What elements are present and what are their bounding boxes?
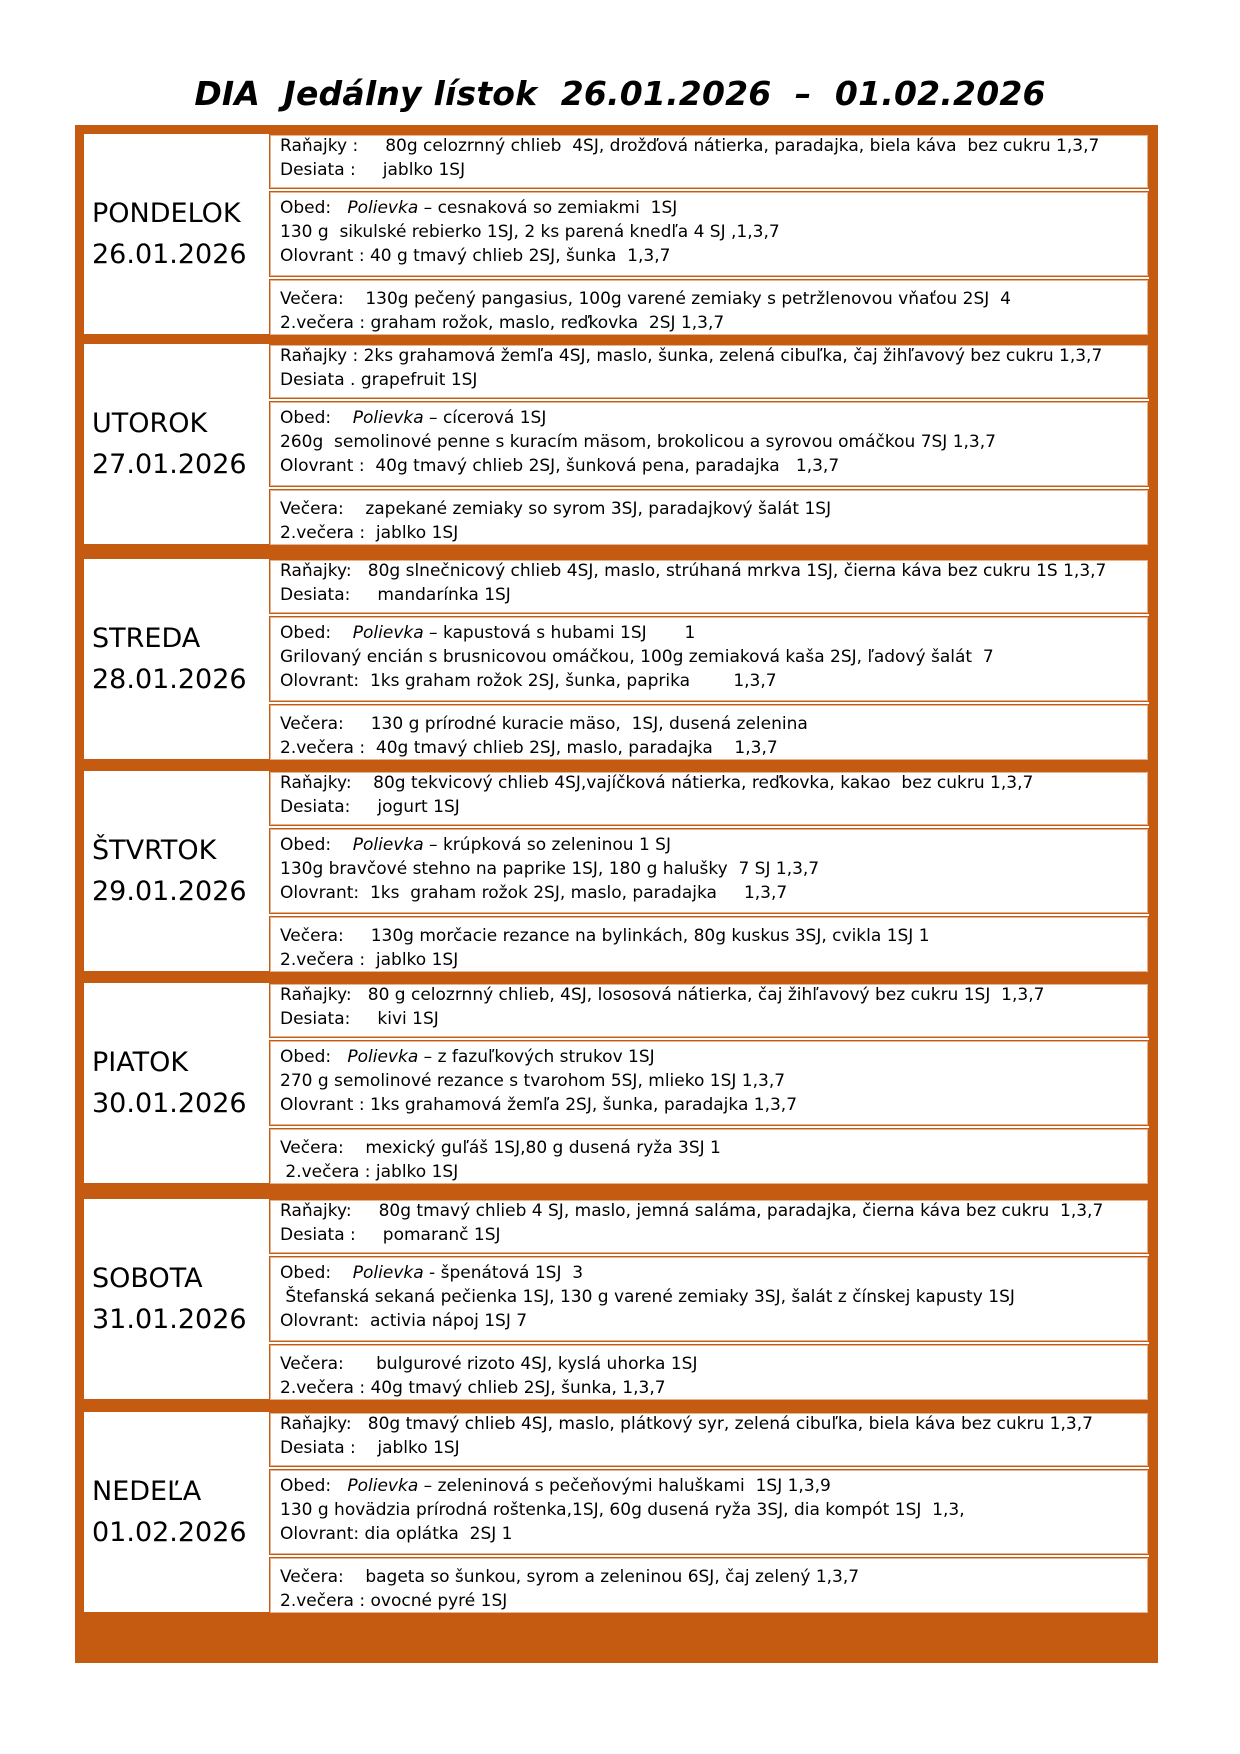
lunch-soup-line — [280, 408, 546, 428]
lunch-prefix: Obed: — [280, 1047, 348, 1067]
morning-snack-line: Desiata : pomaranč 1SJ — [280, 1225, 501, 1245]
snack-line: Olovrant: 1ks graham rožok 2SJ, maslo, paradajka 1,3,7 — [280, 883, 788, 903]
lunch-main-line: 130g bravčové stehno na paprike 1SJ, 180 g halušky 7 SJ 1,3,7 — [280, 859, 820, 879]
day-block — [83, 1411, 1150, 1613]
morning-snack-line: Desiata : jablko 1SJ — [280, 160, 466, 180]
morning-snack-line: Desiata . grapefruit 1SJ — [280, 370, 478, 390]
morning-snack-line: Desiata: kivi 1SJ — [280, 1009, 439, 1029]
snack-line: Olovrant : 40g tmavý chlieb 2SJ, šunková pena, paradajka 1,3,7 — [280, 456, 840, 476]
day-block — [83, 133, 1150, 335]
lunch-main-line: 130 g sikulské rebierko 1SJ, 2 ks parená knedľa 4 SJ ,1,3,7 — [280, 222, 780, 242]
lunch-soup-line — [280, 835, 671, 855]
lunch-cell — [269, 1040, 1149, 1126]
lunch-cell — [269, 616, 1149, 702]
lunch-main-line: Štefanská sekaná pečienka 1SJ, 130 g varené zemiaky 3SJ, šalát z čínskej kapusty 1SJ — [280, 1287, 1015, 1307]
second-dinner-line: 2.večera : jablko 1SJ — [280, 950, 459, 970]
second-dinner-line: 2.večera : graham rožok, maslo, reďkovka 2SJ 1,3,7 — [280, 313, 725, 333]
day-date: 29.01.2026 — [92, 876, 247, 907]
snack-line: Olovrant: dia oplátka 2SJ 1 — [280, 1524, 513, 1544]
breakfast-cell — [269, 771, 1149, 826]
breakfast-cell — [269, 344, 1149, 399]
day-block — [83, 558, 1150, 760]
day-name: UTOROK — [92, 408, 208, 439]
soup-label: Polievka — [352, 623, 424, 643]
lunch-soup-line — [280, 1263, 583, 1283]
second-dinner-line: 2.večera : 40g tmavý chlieb 2SJ, maslo, paradajka 1,3,7 — [280, 738, 778, 758]
dinner-cell — [269, 916, 1149, 973]
dinner-line: Večera: zapekané zemiaky so syrom 3SJ, paradajkový šalát 1SJ — [280, 499, 832, 519]
soup-text: – zeleninová s pečeňovými haluškami 1SJ 1,3,9 — [418, 1476, 831, 1496]
dinner-cell — [269, 1344, 1149, 1401]
breakfast-line: Raňajky: 80 g celozrnný chlieb, 4SJ, lososová nátierka, čaj žihľavový bez cukru 1SJ 1,3,7 — [280, 985, 1045, 1005]
soup-label: Polievka — [352, 835, 424, 855]
snack-line: Olovrant : 1ks grahamová žemľa 2SJ, šunka, paradajka 1,3,7 — [280, 1095, 798, 1115]
lunch-prefix: Obed: — [280, 835, 353, 855]
snack-line: Olovrant : 40 g tmavý chlieb 2SJ, šunka 1,3,7 — [280, 246, 671, 266]
day-block — [83, 343, 1150, 545]
dinner-line: Večera: bulgurové rizoto 4SJ, kyslá uhorka 1SJ — [280, 1354, 698, 1374]
lunch-cell — [269, 1256, 1149, 1342]
lunch-prefix: Obed: — [280, 408, 353, 428]
lunch-cell — [269, 401, 1149, 487]
breakfast-line: Raňajky : 80g celozrnný chlieb 4SJ, drožďová nátierka, paradajka, biela káva bez cukru 1,3,7 — [280, 136, 1100, 156]
second-dinner-line: 2.večera : jablko 1SJ — [280, 523, 459, 543]
lunch-cell — [269, 828, 1149, 914]
morning-snack-line: Desiata: mandarínka 1SJ — [280, 585, 511, 605]
dinner-line: Večera: bageta so šunkou, syrom a zeleninou 6SJ, čaj zelený 1,3,7 — [280, 1567, 860, 1587]
day-label — [92, 403, 262, 485]
lunch-main-line: 270 g semolinové rezance s tvarohom 5SJ, mlieko 1SJ 1,3,7 — [280, 1071, 786, 1091]
lunch-main-line: Grilovaný encián s brusnicovou omáčkou, 100g zemiaková kaša 2SJ, ľadový šalát 7 — [280, 647, 994, 667]
dinner-cell — [269, 1128, 1149, 1185]
day-date: 26.01.2026 — [92, 239, 247, 270]
dinner-cell — [269, 279, 1149, 336]
morning-snack-line: Desiata: jogurt 1SJ — [280, 797, 460, 817]
soup-label: Polievka — [352, 408, 424, 428]
dinner-cell — [269, 704, 1149, 761]
lunch-soup-line — [280, 623, 695, 643]
breakfast-cell — [269, 134, 1149, 189]
menu-frame — [75, 125, 1158, 1663]
lunch-soup-line — [280, 1047, 655, 1067]
dinner-cell — [269, 489, 1149, 546]
breakfast-line: Raňajky: 80g tekvicový chlieb 4SJ,vajíčková nátierka, reďkovka, kakao bez cukru 1,3,7 — [280, 773, 1034, 793]
breakfast-line: Raňajky : 2ks grahamová žemľa 4SJ, maslo, šunka, zelená cibuľka, čaj žihľavový bez cukru 1,3,7 — [280, 346, 1103, 366]
soup-label: Polievka — [347, 1476, 419, 1496]
snack-line: Olovrant: activia nápoj 1SJ 7 — [280, 1311, 528, 1331]
breakfast-cell — [269, 1412, 1149, 1467]
day-name: PIATOK — [92, 1047, 189, 1078]
day-name: SOBOTA — [92, 1263, 203, 1294]
day-date: 28.01.2026 — [92, 664, 247, 695]
breakfast-line: Raňajky: 80g slnečnicový chlieb 4SJ, maslo, strúhaná mrkva 1SJ, čierna káva bez cukru 1S 1,3,7 — [280, 561, 1107, 581]
soup-text: - špenátová 1SJ 3 — [423, 1263, 584, 1283]
lunch-prefix: Obed: — [280, 198, 348, 218]
day-label — [92, 193, 262, 275]
day-name: NEDEĽA — [92, 1476, 202, 1507]
breakfast-cell — [269, 559, 1149, 614]
day-date: 30.01.2026 — [92, 1088, 247, 1119]
breakfast-line: Raňajky: 80g tmavý chlieb 4 SJ, maslo, jemná saláma, paradajka, čierna káva bez cukru 1,3,7 — [280, 1201, 1104, 1221]
lunch-prefix: Obed: — [280, 1476, 348, 1496]
morning-snack-line: Desiata : jablko 1SJ — [280, 1438, 460, 1458]
lunch-prefix: Obed: — [280, 1263, 353, 1283]
day-date: 01.02.2026 — [92, 1517, 247, 1548]
soup-label: Polievka — [347, 1047, 419, 1067]
dinner-line: Večera: 130 g prírodné kuracie mäso, 1SJ, dusená zelenina — [280, 714, 808, 734]
dinner-line: Večera: 130g morčacie rezance na bylinkách, 80g kuskus 3SJ, cvikla 1SJ 1 — [280, 926, 930, 946]
day-block — [83, 982, 1150, 1184]
soup-text: – z fazuľkových strukov 1SJ — [418, 1047, 655, 1067]
day-date: 27.01.2026 — [92, 449, 247, 480]
day-name: STREDA — [92, 623, 201, 654]
soup-label: Polievka — [352, 1263, 424, 1283]
breakfast-cell — [269, 1199, 1149, 1254]
soup-text: – krúpková so zeleninou 1 SJ — [423, 835, 671, 855]
lunch-main-line: 260g semolinové penne s kuracím mäsom, brokolicou a syrovou omáčkou 7SJ 1,3,7 — [280, 432, 996, 452]
dinner-line: Večera: 130g pečený pangasius, 100g varené zemiaky s petržlenovou vňaťou 2SJ 4 — [280, 289, 1011, 309]
page-title: DIA Jedálny lístok 26.01.2026 – 01.02.2026 — [194, 74, 1046, 113]
dinner-line: Večera: mexický guľáš 1SJ,80 g dusená ryža 3SJ 1 — [280, 1138, 721, 1158]
day-name: PONDELOK — [92, 198, 241, 229]
day-label — [92, 618, 262, 700]
day-label — [92, 1471, 262, 1553]
lunch-main-line: 130 g hovädzia prírodná roštenka,1SJ, 60g dusená ryža 3SJ, dia kompót 1SJ 1,3, — [280, 1500, 965, 1520]
soup-text: – cícerová 1SJ — [423, 408, 547, 428]
soup-text: – cesnaková so zemiakmi 1SJ — [418, 198, 678, 218]
breakfast-line: Raňajky: 80g tmavý chlieb 4SJ, maslo, plátkový syr, zelená cibuľka, biela káva bez cukru 1,3,7 — [280, 1414, 1093, 1434]
snack-line: Olovrant: 1ks graham rožok 2SJ, šunka, paprika 1,3,7 — [280, 671, 777, 691]
lunch-prefix: Obed: — [280, 623, 353, 643]
dinner-cell — [269, 1557, 1149, 1614]
day-label — [92, 1258, 262, 1340]
day-label — [92, 830, 262, 912]
second-dinner-line: 2.večera : ovocné pyré 1SJ — [280, 1591, 508, 1611]
day-block — [83, 770, 1150, 972]
day-label — [92, 1042, 262, 1124]
breakfast-cell — [269, 983, 1149, 1038]
second-dinner-line: 2.večera : 40g tmavý chlieb 2SJ, šunka, 1,3,7 — [280, 1378, 666, 1398]
soup-label: Polievka — [347, 198, 419, 218]
lunch-soup-line — [280, 198, 677, 218]
second-dinner-line: 2.večera : jablko 1SJ — [280, 1162, 459, 1182]
lunch-cell — [269, 1469, 1149, 1555]
lunch-soup-line — [280, 1476, 831, 1496]
soup-text: – kapustová s hubami 1SJ 1 — [423, 623, 696, 643]
day-name: ŠTVRTOK — [92, 835, 217, 866]
day-block — [83, 1198, 1150, 1400]
day-date: 31.01.2026 — [92, 1304, 247, 1335]
lunch-cell — [269, 191, 1149, 277]
